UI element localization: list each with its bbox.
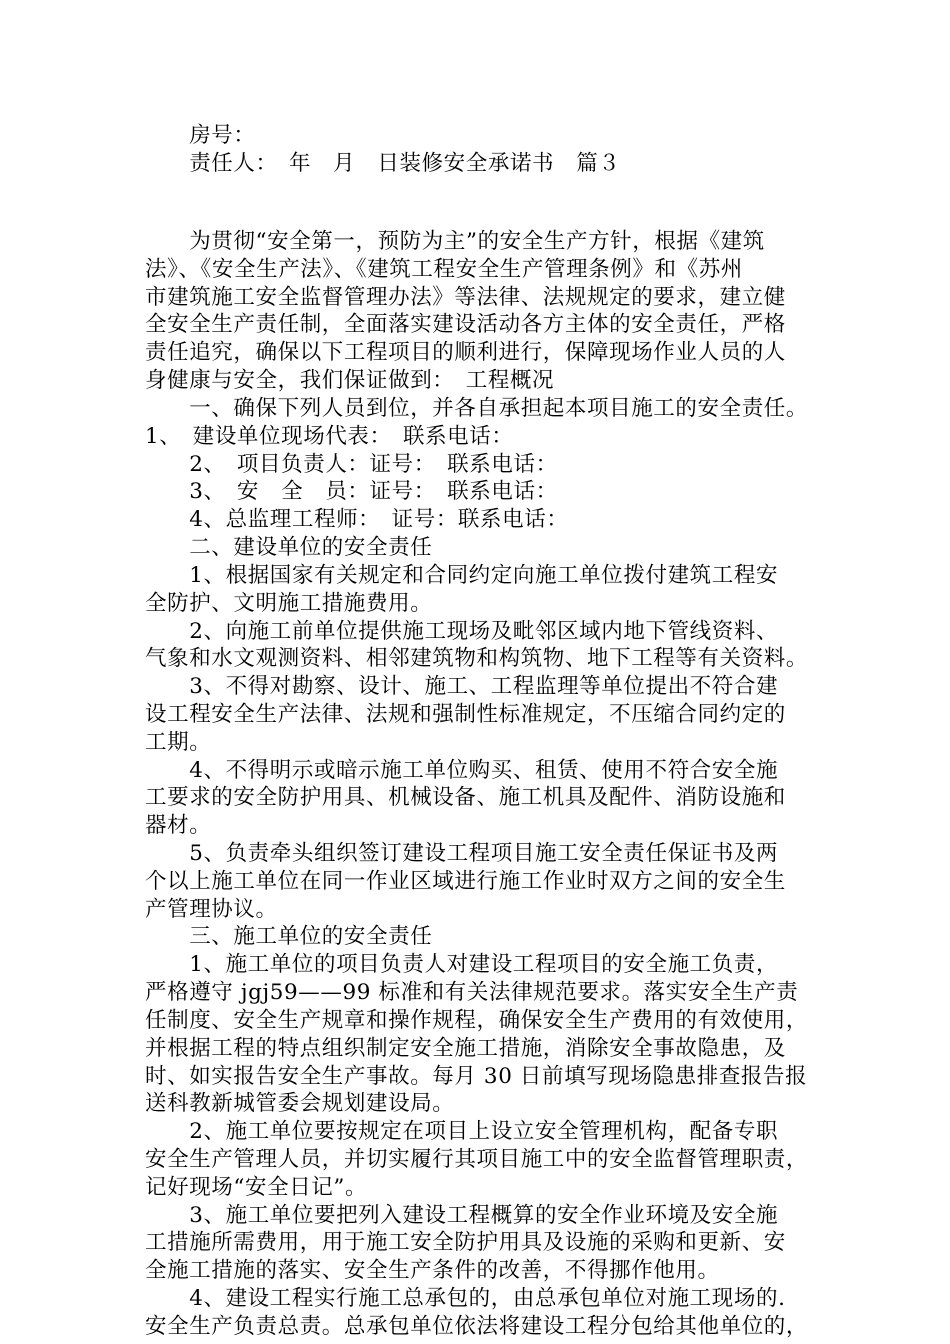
text-line: 3、施工单位要把列入建设工程概算的安全作业环境及安全施	[145, 1203, 779, 1228]
text-line: 气象和水文观测资料、相邻建筑物和构筑物、地下工程等有关资料。	[145, 646, 809, 671]
text-line: 器材。	[145, 813, 212, 838]
text-line: 安全生产负责总责。总承包单位依法将建设工程分包给其他单位的，	[145, 1314, 809, 1339]
text-line: 2、 项目负责人：证号： 联系电话：	[145, 452, 558, 477]
text-line: 工要求的安全防护用具、机械设备、施工机具及配件、消防设施和	[145, 785, 786, 810]
text-line: 身健康与安全，我们保证做到： 工程概况	[145, 368, 555, 393]
text-line: 全安全生产责任制，全面落实建设活动各方主体的安全责任，严格	[145, 312, 786, 337]
text-line: 责任追究，确保以下工程项目的顺利进行，保障现场作业人员的人	[145, 340, 786, 365]
text-line: 5、负责牵头组织签订建设工程项目施工安全责任保证书及两	[145, 841, 779, 866]
text-line: 房号：	[145, 123, 256, 148]
text-line: 任制度、安全生产规章和操作规程，确保安全生产费用的有效使用，	[145, 1008, 809, 1033]
text-line: 责任人： 年 月 日装修安全承诺书 篇３	[145, 151, 621, 176]
text-line: 2、施工单位要按规定在项目上设立安全管理机构，配备专职	[145, 1119, 779, 1144]
text-line: 3、 安 全 员：证号： 联系电话：	[145, 479, 558, 504]
section-heading: 三、施工单位的安全责任	[145, 924, 433, 949]
text-line: 市建筑施工安全监督管理办法》等法律、法规规定的要求，建立健	[145, 285, 786, 310]
text-line: 一、确保下列人员到位，并各自承担起本项目施工的安全责任。	[145, 396, 809, 421]
text-line: 1、根据国家有关规定和合同约定向施工单位拨付建筑工程安	[145, 563, 779, 588]
text-line: 设工程安全生产法律、法规和强制性标准规定，不压缩合同约定的	[145, 702, 786, 727]
text-line: 个以上施工单位在同一作业区域进行施工作业时双方之间的安全生	[145, 869, 786, 894]
text-line: 1、 建设单位现场代表： 联系电话：	[145, 424, 514, 449]
text-line: 3、不得对勘察、设计、施工、工程监理等单位提出不符合建	[145, 674, 779, 699]
text-line: 严格遵守 jgj59——99 标准和有关法律规范要求。落实安全生产责	[145, 980, 799, 1005]
section-heading: 二、建设单位的安全责任	[145, 535, 433, 560]
text-line: 法》、《安全生产法》、《建筑工程安全生产管理条例》和《苏州	[145, 257, 743, 282]
text-line: 时、如实报告安全生产事故。每月 30 日前填写现场隐患排查报告报	[145, 1064, 808, 1089]
text-line: 安全生产管理人员，并切实履行其项目施工中的安全监督管理职责，	[145, 1147, 809, 1172]
text-line: 为贯彻“安全第一，预防为主”的安全生产方针，根据《建筑	[145, 229, 765, 254]
text-line: 送科教新城管委会规划建设局。	[145, 1091, 455, 1116]
text-line: 4、不得明示或暗示施工单位购买、租赁、使用不符合安全施	[145, 758, 779, 783]
text-line: 产管理协议。	[145, 897, 278, 922]
text-line: 1、施工单位的项目负责人对建设工程项目的安全施工负责，	[145, 952, 779, 977]
text-line: 4、建设工程实行施工总承包的，由总承包单位对施工现场的.	[145, 1286, 786, 1311]
text-line: 全防护、文明施工措施费用。	[145, 591, 433, 616]
text-line: 并根据工程的特点组织制定安全施工措施，消除安全事故隐患，及	[145, 1036, 786, 1061]
text-line: 工措施所需费用，用于施工安全防护用具及设施的采购和更新、安	[145, 1230, 786, 1255]
text-line: 工期。	[145, 730, 212, 755]
text-line: 4、总监理工程师： 证号：联系电话：	[145, 507, 569, 532]
text-line: 全施工措施的落实、安全生产条件的改善，不得挪作他用。	[145, 1258, 720, 1283]
text-line: 2、向施工前单位提供施工现场及毗邻区域内地下管线资料、	[145, 619, 779, 644]
text-line: 记好现场“安全日记”。	[145, 1175, 368, 1200]
